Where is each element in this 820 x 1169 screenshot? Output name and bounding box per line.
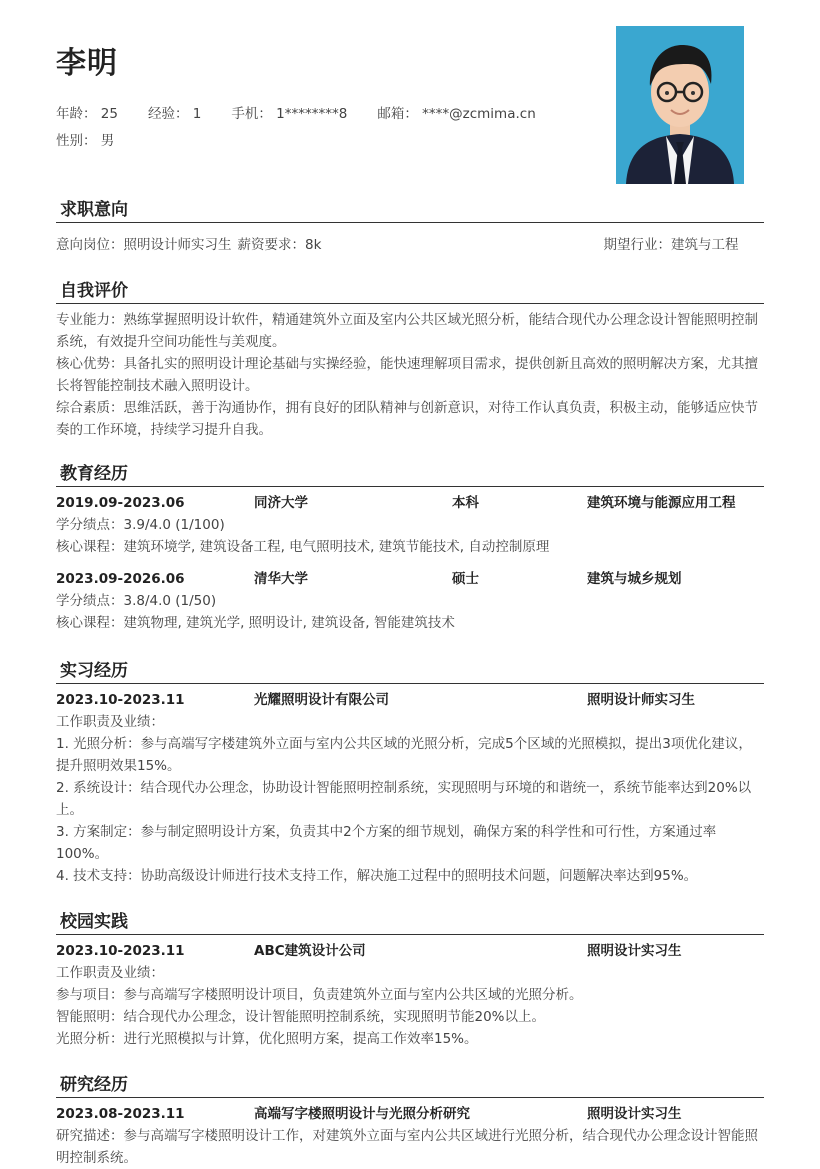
research-title: 高端写字楼照明设计与光照分析研究 xyxy=(254,1106,470,1122)
campus-line: 参与项目：参与高端写字楼照明设计项目，负责建筑外立面与室内公共区域的光照分析。 xyxy=(56,987,583,1003)
campus-line: 工作职责及业绩： xyxy=(56,965,164,981)
self-eval-item: 核心优势：具备扎实的照明设计理论基础与实操经验，能快速理解项目需求，提供创新且高效的照明解决方案，尤其擅长将智能控制技术融入照明设计。 xyxy=(56,356,758,394)
education-entry-header xyxy=(56,568,764,590)
education-school: 清华大学 xyxy=(254,571,308,587)
education-entry-header xyxy=(56,492,764,514)
candidate-name: 李明 xyxy=(56,46,118,81)
intent-section xyxy=(56,198,764,256)
education-gpa: 学分绩点：3.9/4.0 (1/100) xyxy=(56,517,225,533)
section-title: 求职意向 xyxy=(56,198,764,223)
internship-date: 2023.10-2023.11 xyxy=(56,692,185,708)
section-title: 实习经历 xyxy=(56,659,764,684)
campus-date: 2023.10-2023.11 xyxy=(56,943,185,959)
campus-header xyxy=(56,940,764,962)
education-gpa: 学分绩点：3.8/4.0 (1/50) xyxy=(56,593,217,609)
campus-line: 光照分析：进行光照模拟与计算，优化照明方案，提高工作效率15%。 xyxy=(56,1031,478,1047)
research-header xyxy=(56,1103,764,1125)
internship-role: 照明设计师实习生 xyxy=(587,692,695,708)
education-degree: 硕士 xyxy=(452,571,479,587)
self-eval-section xyxy=(56,279,764,441)
section-title: 研究经历 xyxy=(56,1073,764,1098)
education-date: 2023.09-2026.06 xyxy=(56,571,185,587)
education-date: 2019.09-2023.06 xyxy=(56,495,185,511)
avatar xyxy=(616,26,744,184)
education-degree: 本科 xyxy=(452,495,479,511)
section-title: 校园实践 xyxy=(56,910,764,935)
campus-line: 智能照明：结合现代办公理念，设计智能照明控制系统，实现照明节能20%以上。 xyxy=(56,1009,546,1025)
intent-position: 意向岗位：照明设计师实习生 xyxy=(56,237,232,253)
internship-section xyxy=(56,659,764,887)
internship-line: 1. 光照分析：参与高端写字楼建筑外立面与室内公共区域的光照分析，完成5个区域的光照模拟，提出3项优化建议，提升照明效果15%。 xyxy=(56,736,752,774)
email-field: 邮箱： ****@zcmima.cn xyxy=(377,106,536,122)
education-major: 建筑环境与能源应用工程 xyxy=(587,495,736,511)
research-role: 照明设计实习生 xyxy=(587,1106,682,1122)
section-title: 教育经历 xyxy=(56,462,764,487)
campus-role: 照明设计实习生 xyxy=(587,943,682,959)
internship-company: 光耀照明设计有限公司 xyxy=(254,692,389,708)
intent-industry: 期望行业：建筑与工程 xyxy=(603,237,739,253)
internship-line: 工作职责及业绩： xyxy=(56,714,164,730)
campus-section xyxy=(56,910,764,1050)
basic-info-row-1 xyxy=(56,102,566,122)
internship-header xyxy=(56,689,764,711)
avatar-photo-icon xyxy=(616,26,744,184)
intent-row xyxy=(56,234,764,256)
internship-line: 3. 方案制定：参与制定照明设计方案，负责其中2个方案的细节规划，确保方案的科学性和可行性，方案通过率100%。 xyxy=(56,824,717,862)
experience-field: 经验： 1 xyxy=(147,106,202,122)
self-eval-item: 综合素质：思维活跃，善于沟通协作，拥有良好的团队精神与创新意识，对待工作认真负责，积极主动，能够适应快节奏的工作环境，持续学习提升自我。 xyxy=(56,400,758,438)
self-eval-item: 专业能力：熟练掌握照明设计软件，精通建筑外立面及室内公共区域光照分析，能结合现代办公理念设计智能照明控制系统，有效提升空间功能性与美观度。 xyxy=(56,312,758,350)
phone-field: 手机： 1********8 xyxy=(231,106,348,122)
education-courses: 核心课程：建筑物理, 建筑光学, 照明设计, 建筑设备, 智能建筑技术 xyxy=(56,615,455,631)
research-section xyxy=(56,1073,764,1169)
research-description: 研究描述：参与高端写字楼照明设计工作，对建筑外立面与室内公共区域进行光照分析，结合现代办公理念设计智能照明控制系统。 xyxy=(56,1128,758,1166)
age-field: 年龄： 25 xyxy=(56,106,118,122)
gender-field: 性别： 男 xyxy=(56,133,115,149)
research-date: 2023.08-2023.11 xyxy=(56,1106,185,1122)
campus-org: ABC建筑设计公司 xyxy=(254,943,366,959)
internship-line: 2. 系统设计：结合现代办公理念，协助设计智能照明控制系统，实现照明与环境的和谐统一，系统节能率达到20%以上。 xyxy=(56,780,752,818)
education-major: 建筑与城乡规划 xyxy=(587,571,682,587)
basic-info-row-2 xyxy=(56,129,144,149)
section-title: 自我评价 xyxy=(56,279,764,304)
education-school: 同济大学 xyxy=(254,495,308,511)
education-courses: 核心课程：建筑环境学, 建筑设备工程, 电气照明技术, 建筑节能技术, 自动控制原理 xyxy=(56,539,550,555)
internship-line: 4. 技术支持：协助高级设计师进行技术支持工作，解决施工过程中的照明技术问题，问题解决率达到95%。 xyxy=(56,868,698,884)
education-section xyxy=(56,462,764,634)
intent-salary: 薪资要求：8k xyxy=(237,237,322,253)
